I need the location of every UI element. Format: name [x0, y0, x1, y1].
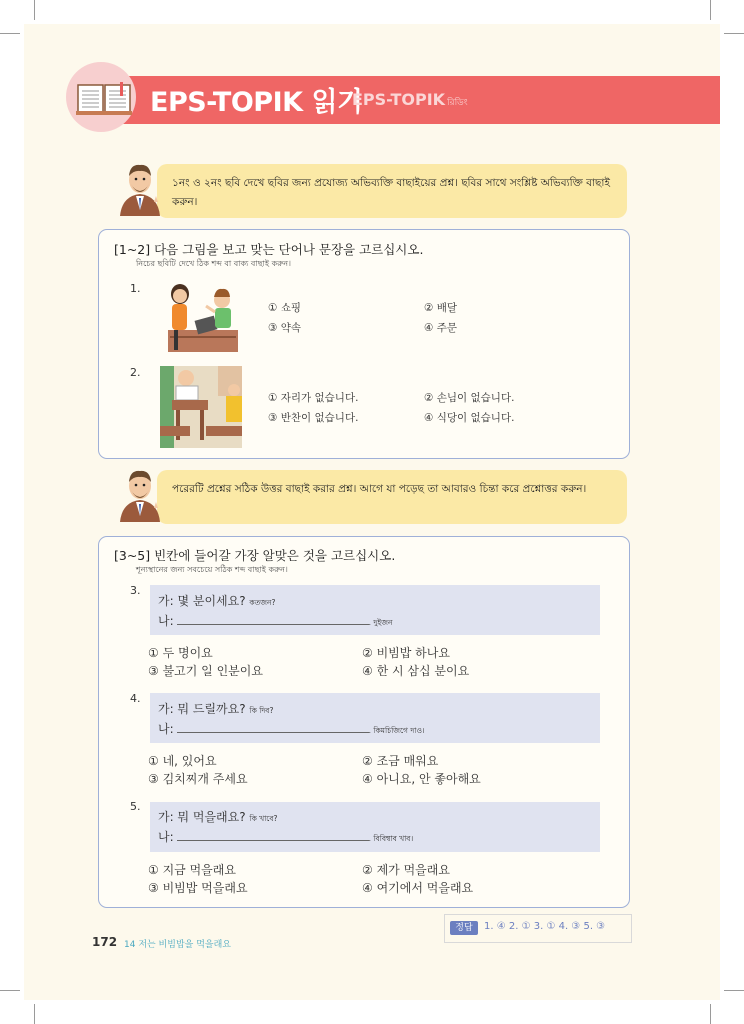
option[interactable]: ③ 약속: [268, 322, 302, 334]
answer-blank: [177, 722, 369, 733]
answer-blank: [177, 614, 369, 625]
crop-mark: [724, 990, 744, 991]
crop-mark: [34, 0, 35, 20]
question-number: 4.: [130, 692, 141, 705]
instruction-note-text: পরেরটি প্রশ্নের সঠিক উত্তর বাছাই করার প্রশ্ন। আগে যা পড়েছ তা আবারও চিন্তা করে প্রশ্নোত্তর করুন।: [172, 483, 587, 495]
option[interactable]: ④ 주문: [424, 322, 458, 334]
option[interactable]: ① 자리가 없습니다.: [268, 392, 359, 404]
option[interactable]: ② 비빔밥 하나요: [362, 646, 450, 660]
question-number: 2.: [130, 366, 141, 379]
answer-key-label: 정답: [450, 921, 478, 935]
restaurant-illustration: [160, 366, 242, 448]
option[interactable]: ② 손님이 없습니다.: [424, 392, 515, 404]
chapter-title: 14 저는 비빔밥을 먹을래요: [124, 940, 231, 950]
option[interactable]: ② 배달: [424, 302, 458, 314]
teacher-icon: [116, 160, 164, 218]
dialog-line-a: 가: 뭐 드릴까요? কি দিব?: [158, 702, 274, 716]
dialog-line-a: 가: 뭐 먹을래요? কি খাবে?: [158, 810, 278, 824]
option[interactable]: ④ 한 시 삼십 분이요: [362, 664, 470, 678]
book-icon: [76, 82, 132, 116]
option[interactable]: ④ 아니요, 안 좋아해요: [362, 772, 481, 786]
crop-mark: [724, 33, 744, 34]
crop-mark: [0, 33, 20, 34]
option[interactable]: ① 쇼핑: [268, 302, 302, 314]
section-subheading: শূন্যস্থানের জন্য সবচেয়ে সঠিক শব্দ বাছাই করুন।: [136, 565, 288, 574]
instruction-note-text: ১নং ও ২নং ছবি দেখে ছবির জন্য প্রযোজ্য অভিব্যক্তি বাছাইয়ের প্রশ্ন। ছবির সাথে সংশ্লিষ্ট অভিব্যক্তি বাছাই করুন।: [172, 177, 610, 208]
option[interactable]: ③ 불고기 일 인분이요: [148, 664, 263, 678]
crop-mark: [710, 1004, 711, 1024]
option[interactable]: ② 제가 먹을래요: [362, 863, 450, 877]
dialog-line-b: 나: . কিমচিজিগে দাও।: [158, 722, 425, 736]
option[interactable]: ① 지금 먹을래요: [148, 863, 236, 877]
crop-mark: [710, 0, 711, 20]
option[interactable]: ④ 식당이 없습니다.: [424, 412, 515, 424]
dialog-line-b: 나: . বিবিম্বাব খাব।: [158, 830, 414, 844]
page-number: 172: [92, 935, 118, 949]
question-number: 3.: [130, 584, 141, 597]
option[interactable]: ① 두 명이요: [148, 646, 213, 660]
page-subtitle: EPS-TOPIK রিডিং: [352, 90, 468, 109]
answer-blank: [177, 830, 369, 841]
option[interactable]: ① 네, 있어요: [148, 754, 217, 768]
crop-mark: [34, 1004, 35, 1024]
option[interactable]: ③ 김치찌개 주세요: [148, 772, 248, 786]
option[interactable]: ④ 여기에서 먹을래요: [362, 881, 474, 895]
dialog-line-b: 나: . দুইজন: [158, 614, 393, 628]
question-number: 5.: [130, 800, 141, 813]
question-number: 1.: [130, 282, 141, 295]
section-heading: [3~5] 빈칸에 들어갈 가장 알맞은 것을 고르십시오.: [114, 548, 396, 563]
section-subheading: নিচের ছবিটি দেখে ঠিক শব্দ বা বাক্য বাছাই করুন।: [136, 259, 291, 268]
crop-mark: [0, 990, 20, 991]
shopping-illustration: [160, 280, 242, 354]
teacher-icon: [116, 466, 164, 524]
answer-key-text: 1. ④ 2. ① 3. ① 4. ③ 5. ③: [484, 921, 606, 932]
page-title: EPS-TOPIK 읽기: [150, 87, 363, 118]
dialog-line-a: 가: 몇 분이세요? কতজন?: [158, 594, 276, 608]
section-heading: [1~2] 다음 그림을 보고 맞는 단어나 문장을 고르십시오.: [114, 242, 424, 257]
option[interactable]: ③ 비빔밥 먹을래요: [148, 881, 248, 895]
option[interactable]: ③ 반찬이 없습니다.: [268, 412, 359, 424]
option[interactable]: ② 조금 매워요: [362, 754, 439, 768]
